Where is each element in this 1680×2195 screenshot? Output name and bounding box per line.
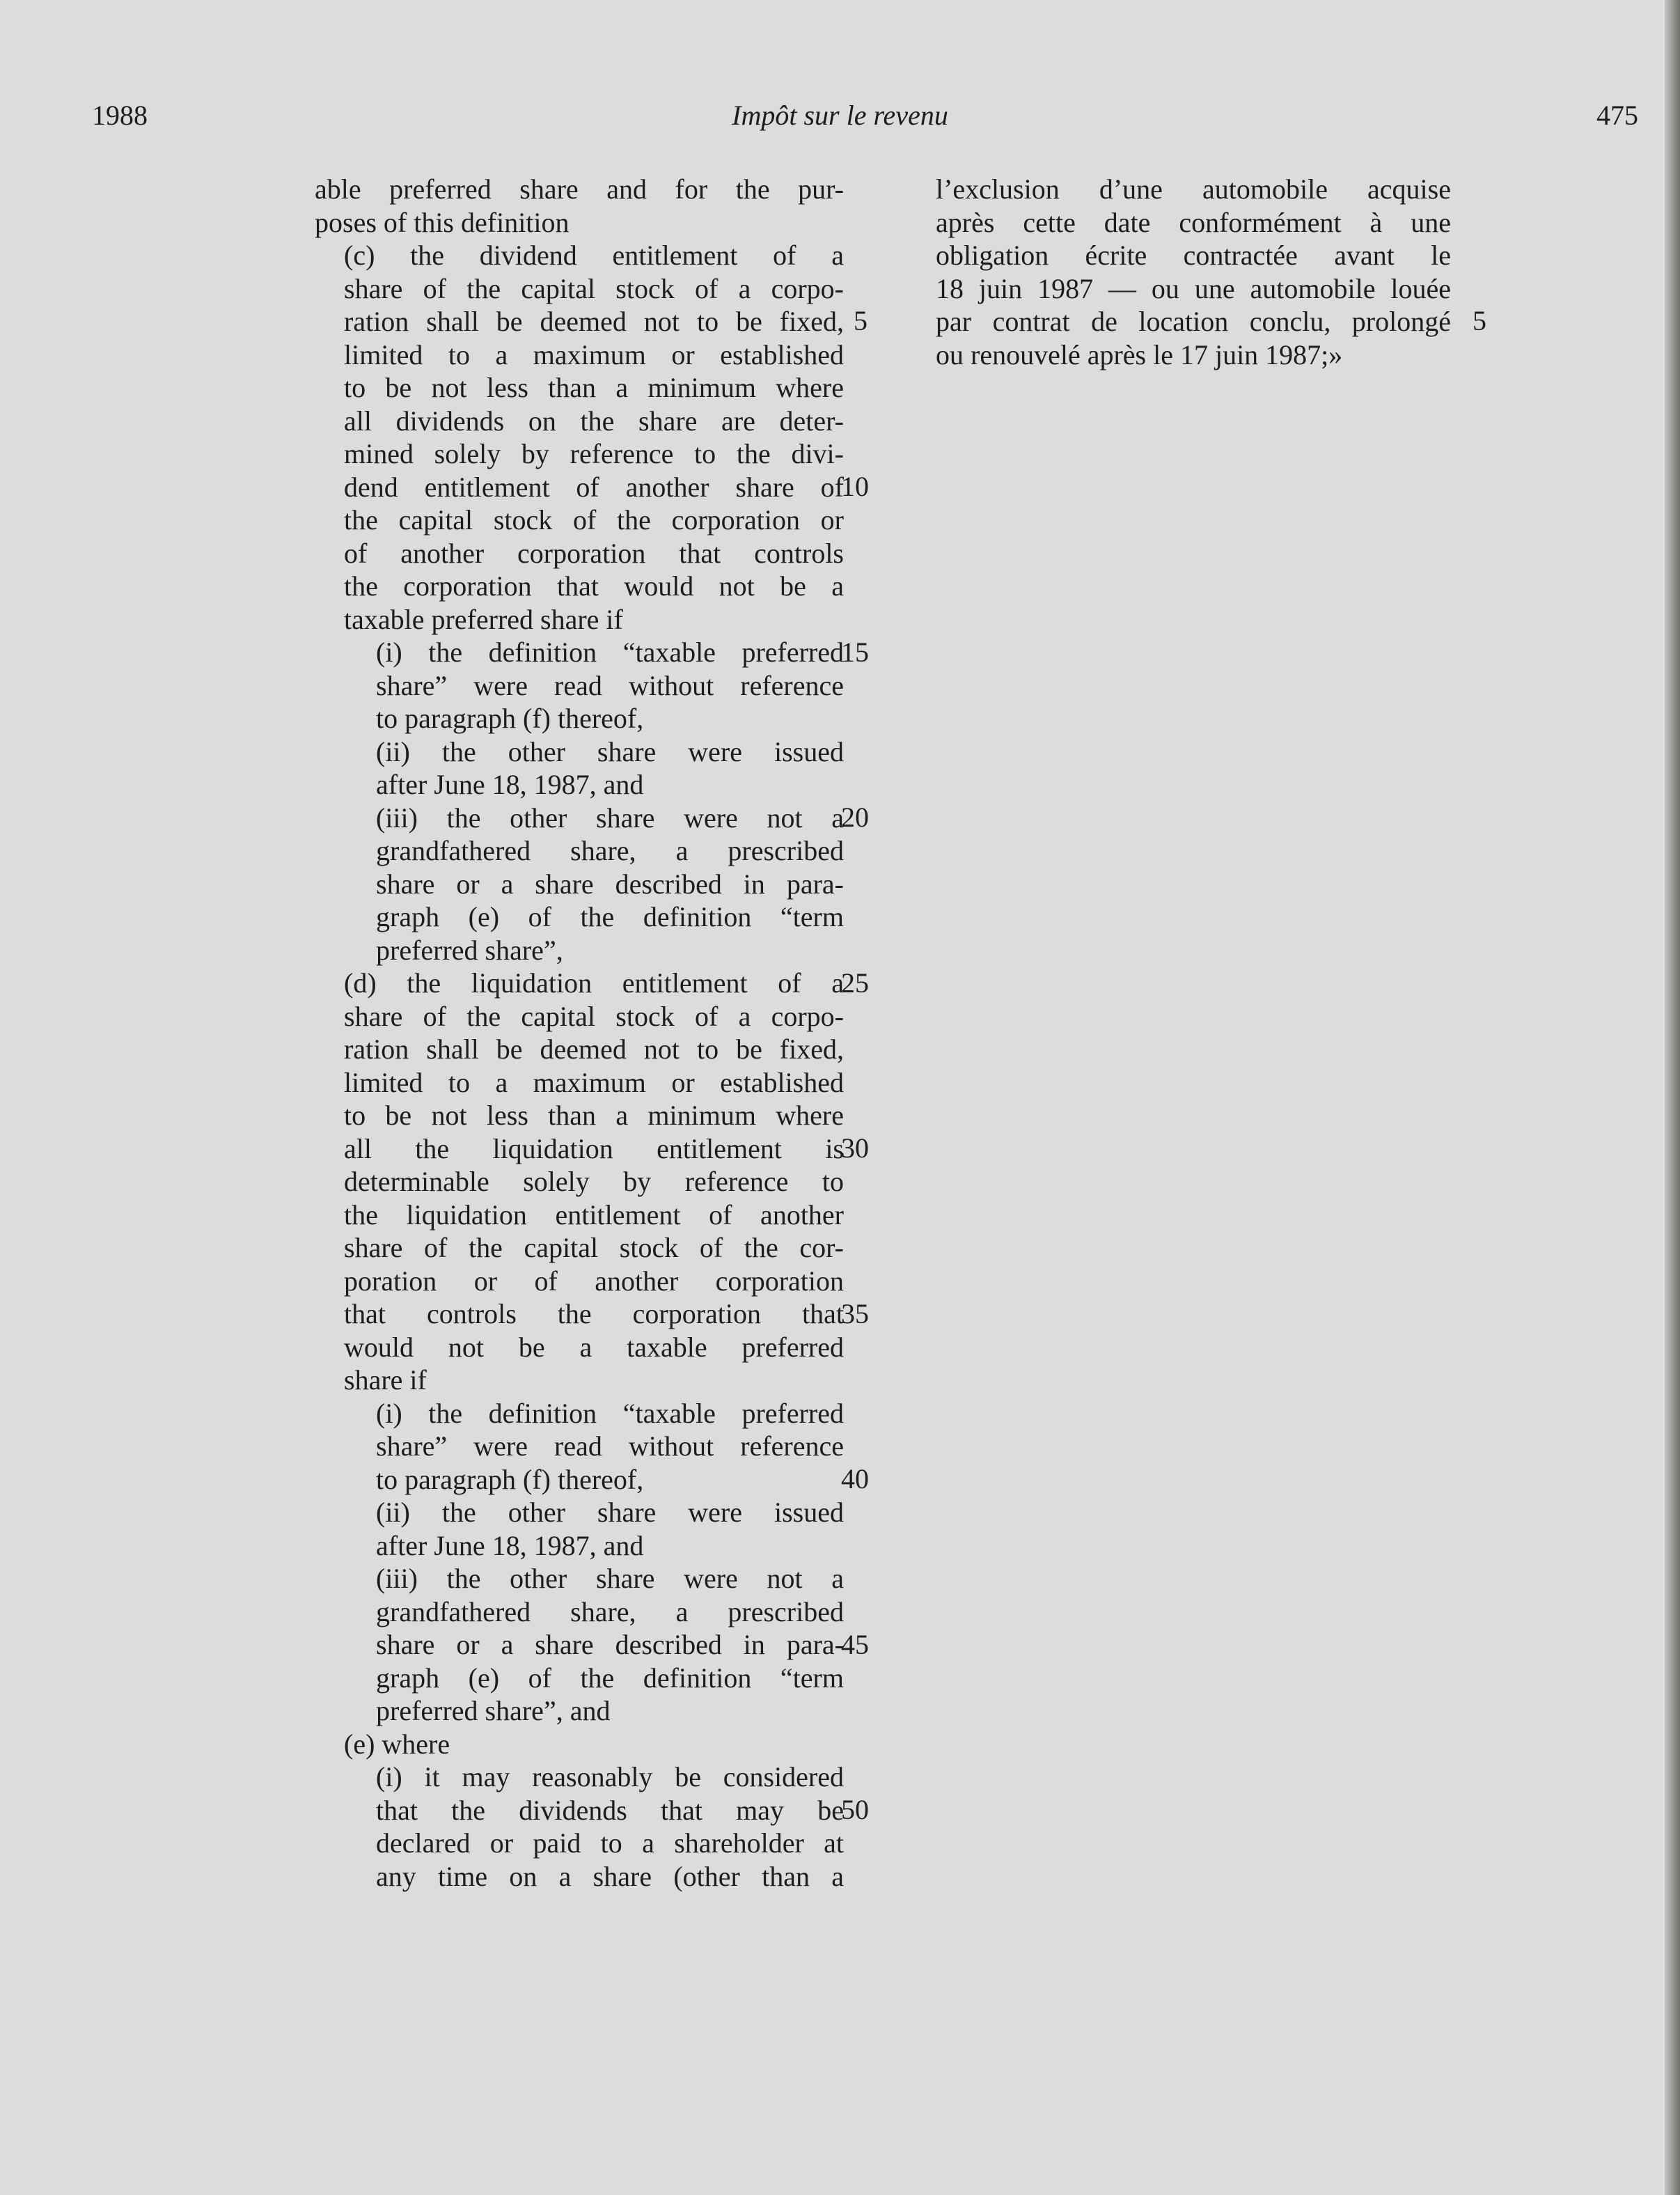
left-line-number: 45 <box>841 1629 869 1660</box>
left-line-32: the liquidation entitlement of another <box>344 1198 844 1231</box>
left-line-39: share” were read without reference <box>376 1430 844 1462</box>
left-line-26: share of the capital stock of a corpo- <box>344 1000 844 1032</box>
header-year: 1988 <box>92 100 148 131</box>
left-line-14: taxable preferred share if <box>344 603 623 635</box>
left-line-20: (iii) the other share were not a <box>376 802 844 834</box>
left-line-28: limited to a maximum or established <box>344 1066 844 1098</box>
left-line-1: able preferred share and for the pur- <box>315 173 844 205</box>
left-line-49: (i) it may reasonably be considered <box>376 1761 844 1792</box>
left-line-24: preferred share”, <box>376 934 563 966</box>
left-line-19: after June 18, 1987, and <box>376 769 644 800</box>
left-line-46: graph (e) of the definition “term <box>376 1662 844 1694</box>
right-line-2: après cette date conformément à une <box>936 206 1451 238</box>
left-line-18: (ii) the other share were issued <box>376 735 844 767</box>
left-line-21: grandfathered share, a prescribed <box>376 835 844 866</box>
left-line-9: mined solely by reference to the divi- <box>344 438 844 469</box>
left-line-23: graph (e) of the definition “term <box>376 901 844 932</box>
left-line-51: declared or paid to a shareholder at <box>376 1827 844 1859</box>
left-line-44: grandfathered share, a prescribed <box>376 1595 844 1627</box>
left-line-47: preferred share”, and <box>376 1695 611 1726</box>
left-line-13: the corporation that would not be a <box>344 570 844 602</box>
left-line-number: 20 <box>841 802 869 833</box>
left-line-31: determinable solely by reference to <box>344 1166 844 1197</box>
left-line-48: (e) where <box>344 1728 450 1760</box>
header-title: Impôt sur le revenu <box>732 100 948 131</box>
left-line-3: (c) the dividend entitlement of a <box>344 240 844 271</box>
right-line-number: 5 <box>1473 305 1486 336</box>
right-line-4: 18 juin 1987 — ou une automobile louée <box>936 272 1451 304</box>
right-column <box>936 173 1451 371</box>
left-line-36: would not be a taxable preferred <box>344 1331 844 1363</box>
header-page-number: 475 <box>1596 100 1638 131</box>
left-line-40: to paragraph (f) thereof, <box>376 1463 644 1495</box>
left-line-43: (iii) the other share were not a <box>376 1563 844 1594</box>
left-line-34: poration or of another corporation <box>344 1265 844 1297</box>
left-line-22: share or a share described in para- <box>376 868 844 900</box>
left-line-27: ration shall be deemed not to be fixed, <box>344 1033 844 1065</box>
left-line-33: share of the capital stock of the cor- <box>344 1232 844 1263</box>
left-line-12: of another corporation that controls <box>344 537 844 569</box>
left-line-52: any time on a share (other than a <box>376 1860 844 1892</box>
left-line-11: the capital stock of the corporation or <box>344 504 844 536</box>
page-edge-shadow <box>1665 0 1680 2195</box>
left-line-8: all dividends on the share are deter- <box>344 405 844 437</box>
left-line-6: limited to a maximum or established <box>344 338 844 370</box>
left-line-number: 25 <box>841 967 869 999</box>
left-line-2: poses of this definition <box>315 206 570 238</box>
right-line-3: obligation écrite contractée avant le <box>936 240 1451 271</box>
left-line-5: ration shall be deemed not to be fixed, <box>344 306 844 337</box>
left-line-17: to paragraph (f) thereof, <box>376 703 644 734</box>
left-line-38: (i) the definition “taxable preferred <box>376 1397 844 1429</box>
left-line-42: after June 18, 1987, and <box>376 1529 644 1561</box>
left-line-30: all the liquidation entitlement is <box>344 1132 844 1164</box>
left-line-7: to be not less than a minimum where <box>344 372 844 403</box>
left-line-number: 15 <box>841 636 869 668</box>
left-line-number: 30 <box>841 1132 869 1164</box>
left-line-number: 5 <box>854 305 868 336</box>
right-line-1: l’exclusion d’une automobile acquise <box>936 173 1451 205</box>
left-line-number: 50 <box>841 1794 869 1825</box>
right-line-5: par contrat de location conclu, prolongé <box>936 306 1451 337</box>
left-line-15: (i) the definition “taxable preferred <box>376 636 844 668</box>
left-line-50: that the dividends that may be <box>376 1794 844 1826</box>
left-line-16: share” were read without reference <box>376 669 844 701</box>
left-line-41: (ii) the other share were issued <box>376 1497 844 1528</box>
left-line-4: share of the capital stock of a corpo- <box>344 272 844 304</box>
left-column <box>315 173 844 1893</box>
left-line-number: 35 <box>841 1298 869 1329</box>
left-line-35: that controls the corporation that <box>344 1298 844 1329</box>
right-line-6: ou renouvelé après le 17 juin 1987;» <box>936 338 1343 370</box>
left-line-25: (d) the liquidation entitlement of a <box>344 967 844 999</box>
left-line-number: 10 <box>841 471 869 502</box>
left-line-29: to be not less than a minimum where <box>344 1100 844 1131</box>
left-line-10: dend entitlement of another share of <box>344 471 844 503</box>
left-line-45: share or a share described in para- <box>376 1629 844 1660</box>
left-line-37: share if <box>344 1364 427 1396</box>
left-line-number: 40 <box>841 1463 869 1494</box>
